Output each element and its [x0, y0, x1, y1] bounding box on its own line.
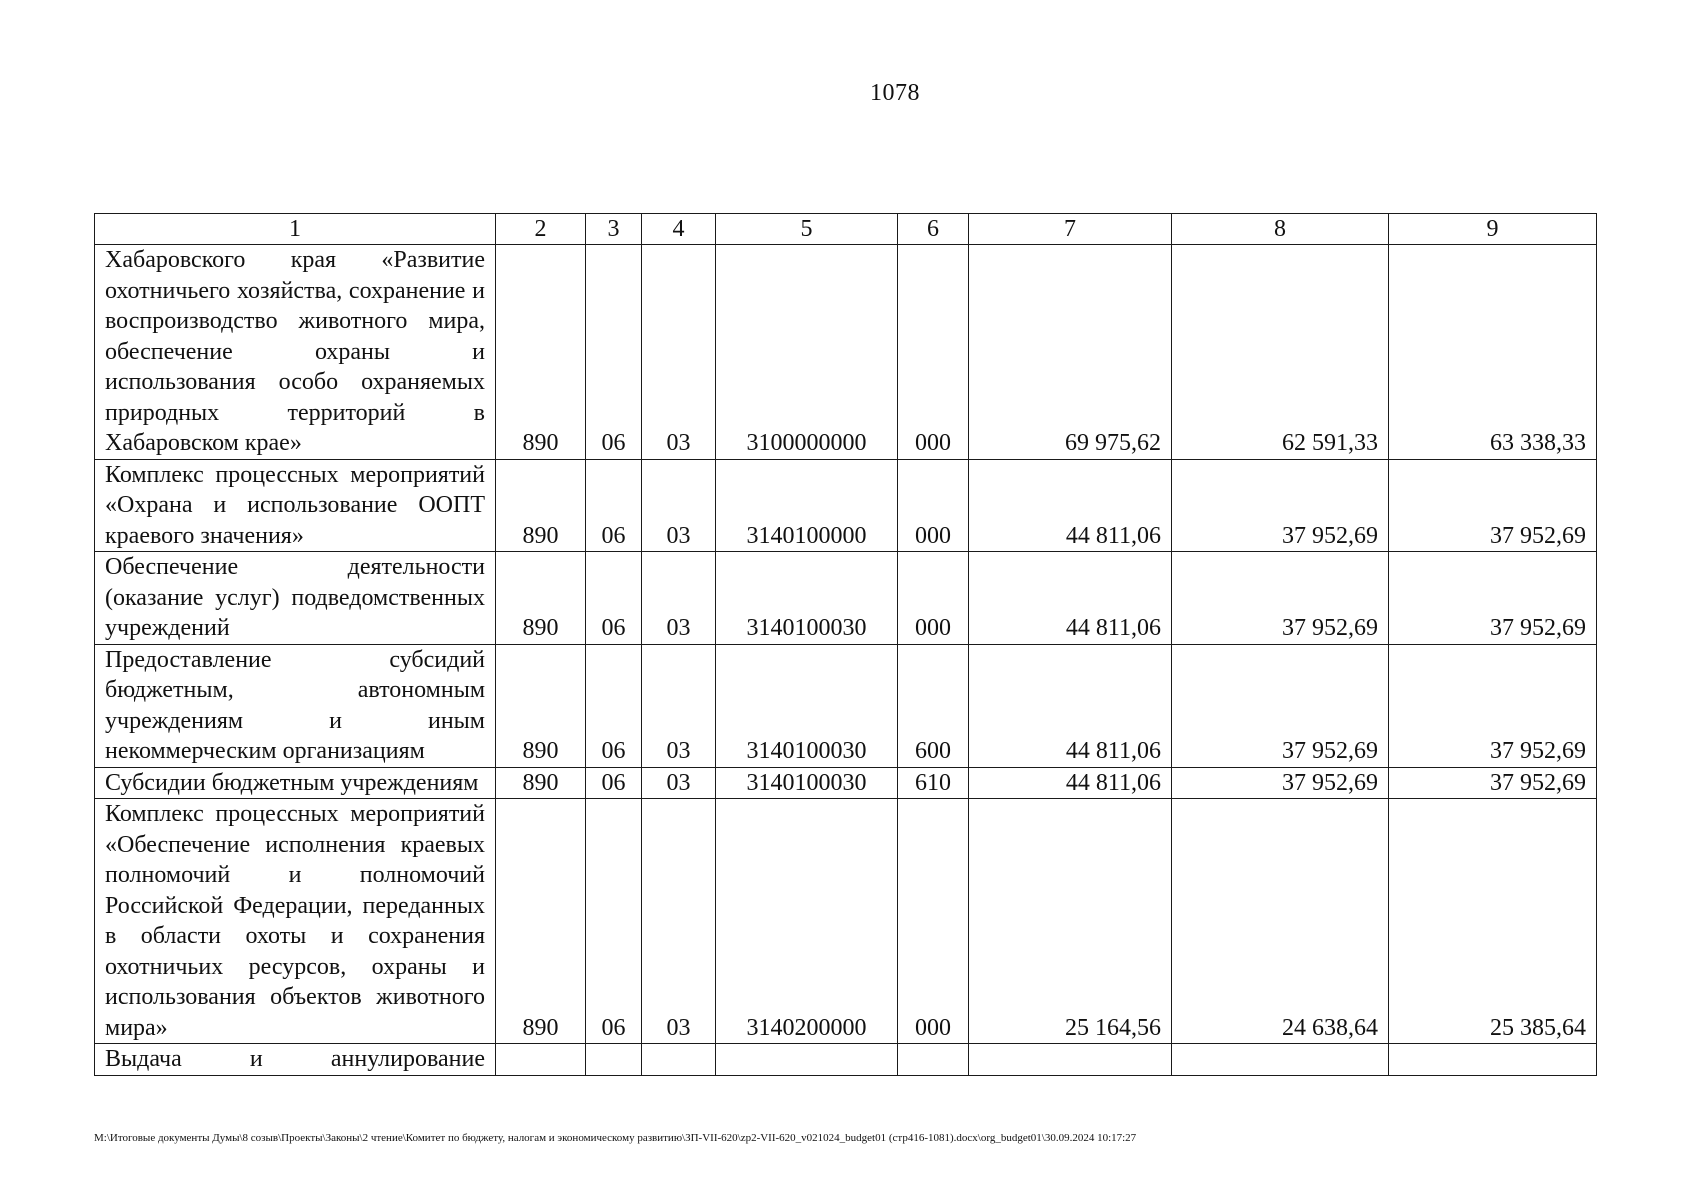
- amount-col-9: 37 952,69: [1389, 459, 1597, 552]
- item-name: Комплекс процессных мероприятий «Охрана и использование ООПТ краевого значения»: [95, 459, 496, 552]
- amount-col-7: 25 164,56: [969, 799, 1172, 1044]
- ministry-code: 890: [496, 459, 586, 552]
- amount-col-8: 37 952,69: [1172, 552, 1389, 645]
- item-name: Комплекс процессных мероприятий «Обеспечение исполнения краевых полномочий и полномочий Российской Федерации, переданных в области охоты и сохранения охотничьих ресурсов, охраны и использования объектов животного мира»: [95, 799, 496, 1044]
- amount-col-9: 37 952,69: [1389, 767, 1597, 799]
- ministry-code: 890: [496, 799, 586, 1044]
- subsection-code: 03: [642, 767, 716, 799]
- item-name: Обеспечение деятельности (оказание услуг) подведомственных учреждений: [95, 552, 496, 645]
- table-row: [95, 644, 1597, 767]
- subsection-code: 03: [642, 552, 716, 645]
- amount-col-7: [969, 1044, 1172, 1076]
- table-row: [95, 552, 1597, 645]
- section-code: 06: [586, 459, 642, 552]
- column-header-5: 5: [716, 214, 898, 245]
- target-article-code: 3140100030: [716, 552, 898, 645]
- target-article-code: 3140100030: [716, 767, 898, 799]
- ministry-code: [496, 1044, 586, 1076]
- table-row: [95, 459, 1597, 552]
- amount-col-7: 44 811,06: [969, 459, 1172, 552]
- amount-col-8: [1172, 1044, 1389, 1076]
- item-name: Предоставление субсидий бюджетным, автономным учреждениям и иным некоммерческим организациям: [95, 644, 496, 767]
- section-code: 06: [586, 644, 642, 767]
- subsection-code: 03: [642, 799, 716, 1044]
- page-number: 1078: [870, 80, 920, 106]
- target-article-code: 3140200000: [716, 799, 898, 1044]
- section-code: 06: [586, 552, 642, 645]
- amount-col-9: 37 952,69: [1389, 552, 1597, 645]
- document-file-path: M:\Итоговые документы Думы\8 созыв\Проекты\Законы\2 чтение\Комитет по бюджету, налогам и экономическому развитию\ЗП-VII-620\zp2-VII-620_v021024_budget01 (стр416-1081).docx\org_budget01\30.09.2024 10:17:27: [94, 1132, 1137, 1144]
- section-code: 06: [586, 767, 642, 799]
- ministry-code: 890: [496, 644, 586, 767]
- ministry-code: 890: [496, 245, 586, 460]
- amount-col-8: 37 952,69: [1172, 644, 1389, 767]
- amount-col-7: 44 811,06: [969, 767, 1172, 799]
- ministry-code: 890: [496, 552, 586, 645]
- expense-type-code: 000: [898, 552, 969, 645]
- column-header-3: 3: [586, 214, 642, 245]
- column-header-7: 7: [969, 214, 1172, 245]
- table-row: [95, 767, 1597, 799]
- item-name: Субсидии бюджетным учреждениям: [95, 767, 496, 799]
- expense-type-code: 000: [898, 799, 969, 1044]
- subsection-code: 03: [642, 644, 716, 767]
- budget-table: [94, 213, 1597, 1076]
- column-header-1: 1: [95, 214, 496, 245]
- subsection-code: [642, 1044, 716, 1076]
- column-header-6: 6: [898, 214, 969, 245]
- column-header-4: 4: [642, 214, 716, 245]
- amount-col-7: 44 811,06: [969, 644, 1172, 767]
- table-row: [95, 1044, 1597, 1076]
- target-article-code: 3140100000: [716, 459, 898, 552]
- expense-type-code: 000: [898, 245, 969, 460]
- column-header-8: 8: [1172, 214, 1389, 245]
- expense-type-code: 610: [898, 767, 969, 799]
- amount-col-7: 44 811,06: [969, 552, 1172, 645]
- column-header-9: 9: [1389, 214, 1597, 245]
- amount-col-8: 37 952,69: [1172, 767, 1389, 799]
- expense-type-code: 600: [898, 644, 969, 767]
- table-header-row: [95, 214, 1597, 245]
- amount-col-8: 37 952,69: [1172, 459, 1389, 552]
- section-code: 06: [586, 799, 642, 1044]
- amount-col-9: [1389, 1044, 1597, 1076]
- expense-type-code: 000: [898, 459, 969, 552]
- target-article-code: 3140100030: [716, 644, 898, 767]
- table-row: [95, 245, 1597, 460]
- amount-col-9: 63 338,33: [1389, 245, 1597, 460]
- column-header-2: 2: [496, 214, 586, 245]
- table-row: [95, 799, 1597, 1044]
- subsection-code: 03: [642, 245, 716, 460]
- amount-col-8: 62 591,33: [1172, 245, 1389, 460]
- amount-col-7: 69 975,62: [969, 245, 1172, 460]
- expense-type-code: [898, 1044, 969, 1076]
- section-code: 06: [586, 245, 642, 460]
- section-code: [586, 1044, 642, 1076]
- ministry-code: 890: [496, 767, 586, 799]
- amount-col-8: 24 638,64: [1172, 799, 1389, 1044]
- item-name: Выдача и аннулирование: [95, 1044, 496, 1076]
- target-article-code: 3100000000: [716, 245, 898, 460]
- amount-col-9: 25 385,64: [1389, 799, 1597, 1044]
- target-article-code: [716, 1044, 898, 1076]
- amount-col-9: 37 952,69: [1389, 644, 1597, 767]
- item-name: Хабаровского края «Развитие охотничьего хозяйства, сохранение и воспроизводство животного мира, обеспечение охраны и использования особо охраняемых природных территорий в Хабаровском крае»: [95, 245, 496, 460]
- subsection-code: 03: [642, 459, 716, 552]
